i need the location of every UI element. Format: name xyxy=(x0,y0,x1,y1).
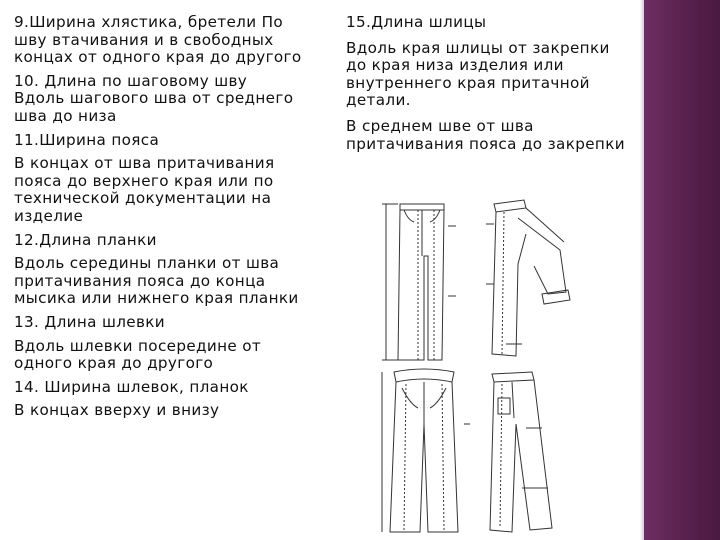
item-10-heading: 10. Длина по шаговому шву xyxy=(14,71,248,90)
item-11-text: В концах от шва притачивания пояса до верхнего края или по технической документации на изделие xyxy=(14,154,275,225)
trousers-detail-drawing xyxy=(482,368,562,536)
item-11-heading: 11.Ширина пояса xyxy=(14,130,160,149)
item-14-text: В концах вверху и внизу xyxy=(14,401,220,420)
trousers-folded-drawing xyxy=(482,194,578,366)
trousers-front-drawing xyxy=(378,196,460,366)
item-10-text: Вдоль шагового шва от среднего шва до низа xyxy=(14,89,294,125)
item-12-heading: 12.Длина планки xyxy=(14,230,157,249)
accent-band xyxy=(644,0,720,540)
right-text-column xyxy=(346,14,638,161)
item-15-text-2: В среднем шве от шва притачивания пояса до закрепки xyxy=(346,116,625,153)
left-text-column xyxy=(14,14,339,426)
trousers-flat-drawing xyxy=(380,364,472,536)
item-9-heading: 9.Ширина хлястика, бретели По шву втачивания и в свободных концах от одного края до другого xyxy=(14,13,302,67)
item-14-heading: 14. Ширина шлевок, планок xyxy=(14,377,249,396)
item-15-text: Вдоль края шлицы от закрепки до края низа изделия или внутреннего края притачной детали. xyxy=(346,38,610,110)
item-13-text: Вдоль шлевки посередине от одного края до другого xyxy=(14,336,262,373)
item-13-heading: 13. Длина шлевки xyxy=(14,312,166,331)
item-15-heading: 15.Длина шлицы xyxy=(346,13,487,31)
item-12-text: Вдоль середины планки от шва притачивания пояса до конца мысика или нижнего края планки xyxy=(14,254,299,308)
